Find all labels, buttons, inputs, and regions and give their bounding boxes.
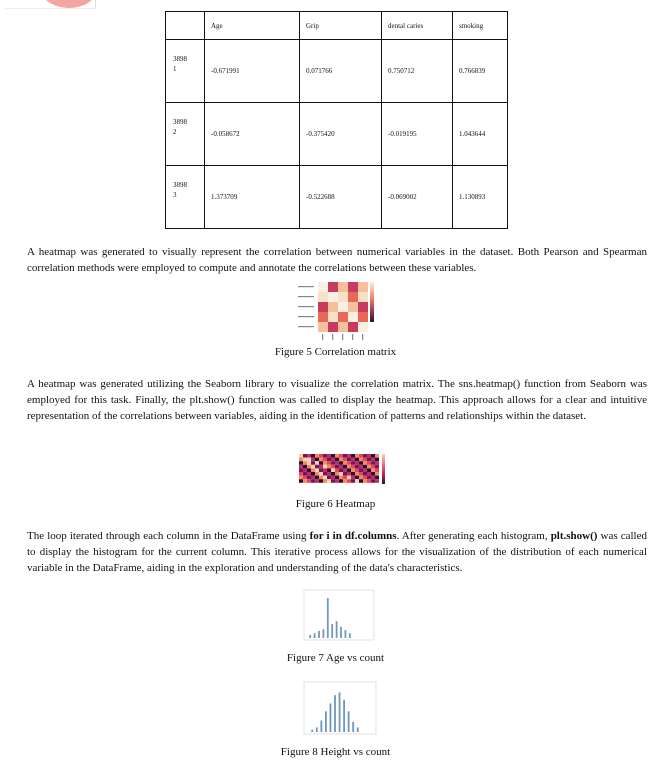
heatmap-cell — [351, 476, 355, 480]
heatmap-cell — [299, 479, 303, 483]
heatmap-cell — [363, 461, 367, 465]
heatmap-cell — [363, 458, 367, 462]
histogram-bar — [336, 621, 338, 638]
figure-5-caption: Figure 5 Correlation matrix — [274, 346, 397, 358]
heatmap-cell — [335, 458, 339, 462]
paragraph-1: A heatmap was generated to visually represent the correlation between numerical variables in the dataset. Both Pearson and Spearman correlation methods were employed to compute and annotate the correlations between these variables. — [27, 246, 647, 274]
heatmap-cell — [315, 458, 319, 462]
heatmap-cell — [323, 454, 327, 458]
heatmap-cell — [307, 461, 311, 465]
table-cell: 1.373709 — [205, 166, 300, 229]
heatmap-cell — [371, 479, 375, 483]
matrix-cell — [348, 322, 358, 332]
plot-frame — [304, 590, 374, 640]
heatmap-cell — [307, 458, 311, 462]
heatmap-cell — [335, 468, 339, 472]
heatmap-cell — [375, 472, 379, 476]
row-index: 3898 1 — [166, 40, 205, 103]
row-label — [298, 326, 314, 327]
heatmap-cell — [327, 476, 331, 480]
histogram-bar — [340, 627, 342, 638]
heatmap-cell — [367, 461, 371, 465]
heatmap-cell — [299, 458, 303, 462]
heatmap-cell — [303, 472, 307, 476]
heatmap-cell — [299, 468, 303, 472]
matrix-cell — [338, 312, 348, 322]
heatmap-cell — [303, 476, 307, 480]
heatmap-cell — [311, 468, 315, 472]
correlation-matrix-figure — [296, 280, 380, 340]
histogram-bar — [323, 629, 325, 638]
heatmap-cell — [351, 454, 355, 458]
table-cell: -0.058672 — [205, 103, 300, 166]
heatmap-cell — [355, 458, 359, 462]
heatmap-cell — [323, 472, 327, 476]
histogram-bar — [334, 695, 336, 732]
heatmap-cell — [375, 461, 379, 465]
heatmap-cell — [319, 454, 323, 458]
figure-8-caption: Figure 8 Height vs count — [280, 746, 391, 758]
row-label — [298, 316, 314, 317]
heatmap-cell — [315, 461, 319, 465]
column-label — [362, 334, 363, 340]
heatmap-cell — [375, 476, 379, 480]
heatmap-cell — [339, 468, 343, 472]
heatmap-cell — [355, 476, 359, 480]
matrix-cell — [348, 312, 358, 322]
heatmap-cell — [299, 472, 303, 476]
heatmap-cell — [355, 468, 359, 472]
heatmap-cell — [319, 461, 323, 465]
histogram-bar — [339, 692, 341, 732]
column-label — [332, 334, 333, 340]
heatmap-cell — [367, 465, 371, 469]
heatmap-cell — [347, 465, 351, 469]
heatmap-cell — [359, 454, 363, 458]
heatmap-cell — [327, 454, 331, 458]
table-cell: 0.071766 — [300, 40, 382, 103]
heatmap-cell — [363, 476, 367, 480]
heatmap-cell — [307, 476, 311, 480]
heatmap-cell — [367, 472, 371, 476]
heatmap-cell — [303, 461, 307, 465]
heatmap-cell — [311, 479, 315, 483]
table-cell: 0.766839 — [453, 40, 508, 103]
histogram-bar — [320, 721, 322, 733]
heatmap-cell — [371, 476, 375, 480]
row-label — [298, 286, 314, 287]
heatmap-cell — [355, 479, 359, 483]
heatmap-cell — [327, 479, 331, 483]
matrix-cell — [328, 312, 338, 322]
heatmap-cell — [375, 468, 379, 472]
data-table — [165, 11, 508, 229]
histogram-bar — [309, 635, 311, 638]
histogram-bar — [330, 703, 332, 732]
row-index: 3898 2 — [166, 103, 205, 166]
heatmap-cell — [363, 479, 367, 483]
heatmap-cell — [299, 476, 303, 480]
heatmap-cell — [359, 461, 363, 465]
table-cell: 1.130893 — [453, 166, 508, 229]
heatmap-cell — [371, 468, 375, 472]
histogram-bar — [352, 722, 354, 732]
heatmap-cell — [331, 454, 335, 458]
heatmap-cell — [347, 461, 351, 465]
heatmap-cell — [343, 479, 347, 483]
heatmap-cell — [327, 458, 331, 462]
heatmap-cell — [359, 472, 363, 476]
heatmap-cell — [347, 458, 351, 462]
heatmap-cell — [331, 468, 335, 472]
heatmap-cell — [315, 472, 319, 476]
heatmap-cell — [371, 461, 375, 465]
heatmap-cell — [351, 472, 355, 476]
heatmap-cell — [351, 458, 355, 462]
heatmap-cell — [347, 479, 351, 483]
heatmap-cell — [375, 454, 379, 458]
matrix-cell — [338, 282, 348, 292]
column-label — [342, 334, 343, 340]
histogram-bar — [318, 631, 320, 638]
row-label — [298, 306, 314, 307]
heatmap-cell — [351, 479, 355, 483]
column-label — [352, 334, 353, 340]
heatmap-cell — [335, 454, 339, 458]
heatmap-cell — [347, 454, 351, 458]
heatmap-cell — [355, 465, 359, 469]
paragraph-3: The loop iterated through each column in the DataFrame using for i in df.columns. After generating each histogram, plt.show() was called to display the histogram for the current column. This iterative process allows for the visualization of the distribution of each numerical variable in the DataFrame, aiding in the exploration and understanding of the data's characteristics. — [27, 530, 647, 574]
table-cell: -0.069002 — [382, 166, 453, 229]
column-label — [322, 334, 323, 340]
heatmap-cell — [327, 465, 331, 469]
heatmap-cell — [335, 465, 339, 469]
histogram-bar — [343, 700, 345, 732]
heatmap-cell — [319, 476, 323, 480]
matrix-cell — [338, 322, 348, 332]
matrix-cell — [318, 292, 328, 302]
heatmap-cell — [375, 479, 379, 483]
matrix-cell — [358, 302, 368, 312]
heatmap-cell — [331, 476, 335, 480]
heatmap-cell — [323, 479, 327, 483]
row-index: 3898 3 — [166, 166, 205, 229]
heatmap-cell — [311, 472, 315, 476]
table-cell: 0.750712 — [382, 40, 453, 103]
heatmap-cell — [359, 465, 363, 469]
age-histogram-figure — [296, 588, 378, 646]
heatmap-cell — [319, 479, 323, 483]
heatmap-cell — [367, 458, 371, 462]
matrix-cell — [348, 282, 358, 292]
heatmap-cell — [331, 458, 335, 462]
table-header-cell — [166, 12, 205, 40]
heatmap-cell — [343, 476, 347, 480]
table-header-cell: Age — [205, 12, 300, 40]
heatmap-cell — [299, 465, 303, 469]
heatmap-cell — [351, 468, 355, 472]
table-header-cell: Grip — [300, 12, 382, 40]
heatmap-cell — [319, 458, 323, 462]
heatmap-cell — [303, 465, 307, 469]
matrix-cell — [338, 292, 348, 302]
heatmap-cell — [311, 476, 315, 480]
heatmap-cell — [355, 454, 359, 458]
histogram-bar — [311, 730, 313, 732]
heatmap-cell — [367, 454, 371, 458]
matrix-cell — [358, 292, 368, 302]
table-cell: 1.043644 — [453, 103, 508, 166]
matrix-cell — [328, 282, 338, 292]
heatmap-cell — [319, 468, 323, 472]
heatmap-cell — [335, 461, 339, 465]
table-cell: -0.671991 — [205, 40, 300, 103]
heatmap-cell — [371, 472, 375, 476]
heatmap-cell — [343, 465, 347, 469]
histogram-bar — [348, 711, 350, 732]
histogram-bar — [314, 633, 316, 638]
table-row — [166, 166, 508, 229]
heatmap-cell — [347, 476, 351, 480]
heatmap-cell — [355, 472, 359, 476]
heatmap-cell — [359, 468, 363, 472]
heatmap-cell — [303, 468, 307, 472]
heatmap-cell — [307, 454, 311, 458]
heatmap-cell — [315, 468, 319, 472]
matrix-cell — [318, 312, 328, 322]
figure-6-caption: Figure 6 Heatmap — [295, 498, 376, 510]
heatmap-cell — [371, 465, 375, 469]
heatmap-cell — [339, 472, 343, 476]
histogram-bar — [357, 727, 359, 732]
heatmap-cell — [303, 454, 307, 458]
heatmap-cell — [323, 465, 327, 469]
heatmap-cell — [299, 461, 303, 465]
matrix-cell — [328, 302, 338, 312]
heatmap-cell — [299, 454, 303, 458]
heatmap-cell — [339, 458, 343, 462]
heatmap-cell — [307, 468, 311, 472]
heatmap-cell — [303, 479, 307, 483]
histogram-bar — [345, 630, 347, 638]
code-for-loop: for i in df.columns — [309, 530, 397, 542]
heatmap-cell — [343, 461, 347, 465]
heatmap-cell — [351, 461, 355, 465]
heatmap-cell — [363, 465, 367, 469]
histogram-bar — [349, 633, 351, 638]
matrix-cell — [358, 282, 368, 292]
height-histogram-figure — [294, 680, 380, 740]
heatmap-cell — [359, 479, 363, 483]
table-cell: -0.375420 — [300, 103, 382, 166]
heatmap-cell — [351, 465, 355, 469]
heatmap-cell — [339, 476, 343, 480]
heatmap-cell — [359, 476, 363, 480]
paragraph-2: A heatmap was generated utilizing the Seaborn library to visualize the correlation matrix. The sns.heatmap() function from Seaborn was employed for this task. Finally, the plt.show() function was called to display the heatmap. This approach allows for a clear and intuitive representation of the correlations between variables, aiding in the identification of patterns and relationships within the dataset. — [27, 378, 647, 422]
histogram-bar — [327, 598, 329, 638]
table-row — [166, 40, 508, 103]
heatmap-cell — [375, 458, 379, 462]
heatmap-cell — [367, 479, 371, 483]
heatmap-cell — [307, 465, 311, 469]
heatmap-cell — [367, 476, 371, 480]
matrix-cell — [358, 322, 368, 332]
heatmap-cell — [315, 479, 319, 483]
matrix-cell — [328, 292, 338, 302]
heatmap-figure — [298, 453, 388, 487]
heatmap-cell — [319, 465, 323, 469]
heatmap-cell — [323, 458, 327, 462]
colorbar — [370, 282, 374, 322]
heatmap-cell — [323, 468, 327, 472]
heatmap-cell — [343, 458, 347, 462]
heatmap-cell — [363, 454, 367, 458]
heatmap-cell — [315, 476, 319, 480]
matrix-cell — [318, 282, 328, 292]
heatmap-cell — [339, 479, 343, 483]
heatmap-cell — [335, 476, 339, 480]
heatmap-cell — [323, 461, 327, 465]
heatmap-cell — [343, 472, 347, 476]
heatmap-cell — [311, 458, 315, 462]
heatmap-cell — [311, 465, 315, 469]
heatmap-cell — [335, 479, 339, 483]
heatmap-cell — [307, 472, 311, 476]
heatmap-cell — [315, 465, 319, 469]
heatmap-cell — [375, 465, 379, 469]
heatmap-cell — [327, 461, 331, 465]
table-cell: -0.019195 — [382, 103, 453, 166]
heatmap-cell — [363, 472, 367, 476]
heatmap-cell — [343, 454, 347, 458]
table-row — [166, 103, 508, 166]
matrix-cell — [348, 292, 358, 302]
code-plt-show: plt.show() — [550, 530, 598, 542]
heatmap-cell — [347, 472, 351, 476]
histogram-bar — [325, 711, 327, 732]
table-header-cell: smoking — [453, 12, 508, 40]
matrix-cell — [338, 302, 348, 312]
heatmap-cell — [331, 472, 335, 476]
heatmap-cell — [367, 468, 371, 472]
heatmap-cell — [343, 468, 347, 472]
matrix-cell — [318, 322, 328, 332]
heatmap-cell — [359, 458, 363, 462]
heatmap-cell — [371, 454, 375, 458]
heatmap-cell — [327, 468, 331, 472]
heatmap-cell — [327, 472, 331, 476]
heatmap-cell — [307, 479, 311, 483]
heatmap-cell — [371, 458, 375, 462]
figure-7-caption: Figure 7 Age vs count — [286, 652, 385, 664]
heatmap-cell — [323, 476, 327, 480]
table-cell: -0.522688 — [300, 166, 382, 229]
colorbar — [382, 454, 385, 484]
histogram-bar — [331, 624, 333, 638]
heatmap-cell — [311, 454, 315, 458]
heatmap-cell — [319, 472, 323, 476]
histogram-bar — [316, 727, 318, 732]
heatmap-cell — [331, 461, 335, 465]
heatmap-cell — [335, 472, 339, 476]
heatmap-cell — [303, 458, 307, 462]
matrix-cell — [348, 302, 358, 312]
heatmap-cell — [339, 465, 343, 469]
table-header-cell: dental caries — [382, 12, 453, 40]
heatmap-cell — [331, 465, 335, 469]
matrix-cell — [358, 312, 368, 322]
heatmap-cell — [355, 461, 359, 465]
heatmap-cell — [331, 479, 335, 483]
heatmap-cell — [347, 468, 351, 472]
matrix-cell — [328, 322, 338, 332]
heatmap-cell — [315, 454, 319, 458]
heatmap-cell — [363, 468, 367, 472]
matrix-cell — [318, 302, 328, 312]
heatmap-cell — [311, 461, 315, 465]
heatmap-cell — [339, 461, 343, 465]
row-label — [298, 296, 314, 297]
heatmap-cell — [339, 454, 343, 458]
table-header-row — [166, 12, 508, 40]
